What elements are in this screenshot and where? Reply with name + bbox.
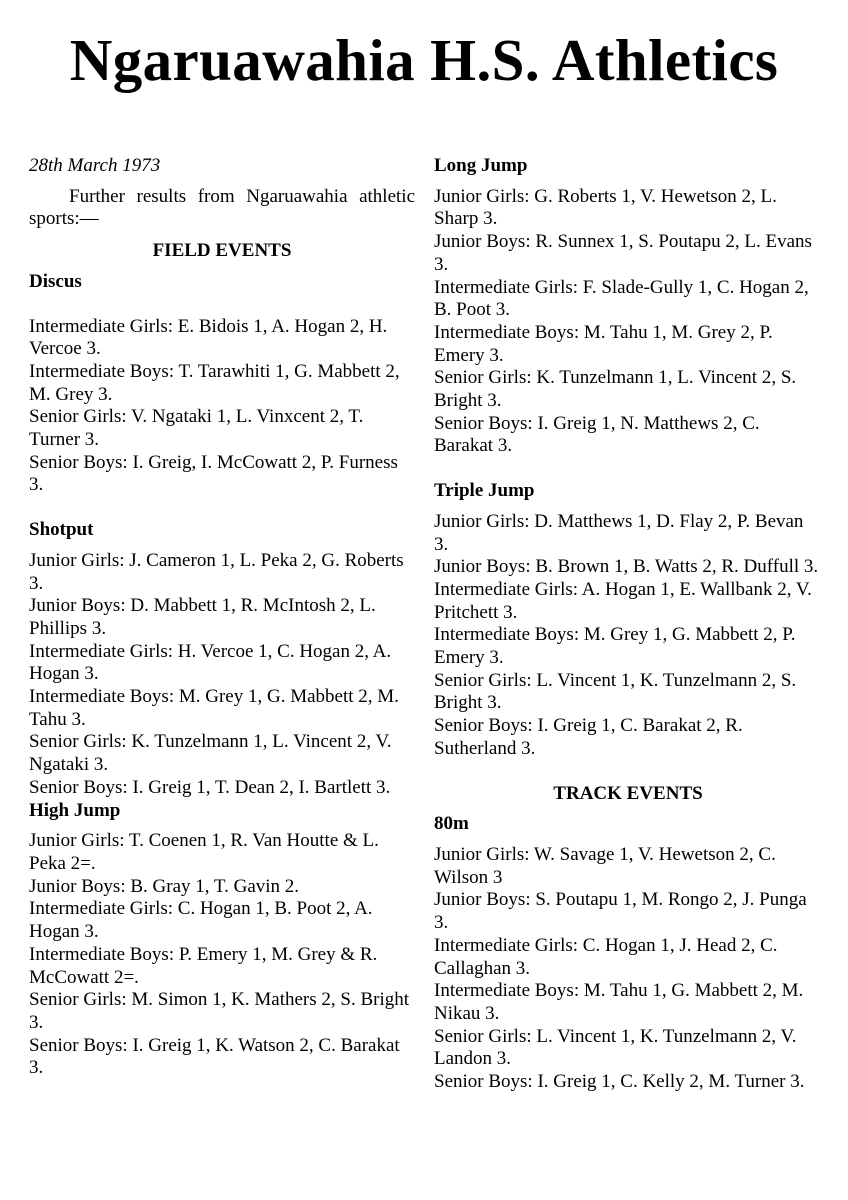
result-item: Intermediate Boys: M. Grey 1, G. Mabbett 2, M. Tahu 3.	[29, 686, 399, 730]
result-item: Junior Girls: G. Roberts 1, V. Hewetson 2, L. Sharp 3.	[434, 185, 777, 230]
result-item: Senior Boys: I. Greig, I. McCowatt 2, P. Furness 3.	[29, 451, 398, 496]
result-item: Senior Boys: I. Greig 1, C. Barakat 2, R. Sutherland 3.	[434, 715, 743, 759]
shotput-title: Shotput	[29, 519, 94, 541]
80m-title: 80m	[434, 813, 469, 835]
result-item: Junior Girls: T. Coenen 1, R. Van Houtte & L. Peka 2=.	[29, 830, 379, 874]
80m-results	[434, 844, 822, 1094]
result-item: Junior Boys: D. Mabbett 1, R. McIntosh 2, L. Phillips 3.	[29, 595, 376, 639]
track-events-heading: TRACK EVENTS	[553, 782, 703, 804]
result-item: Intermediate Girls: F. Slade-Gully 1, C. Hogan 2, B. Poot 3.	[434, 276, 809, 321]
result-item: Intermediate Boys: M. Tahu 1, M. Grey 2, P. Emery 3.	[434, 321, 773, 366]
discus-section	[29, 271, 415, 497]
shotput-results	[29, 550, 415, 800]
article-intro: Further results from Ngaruawahia athletic sports:—	[29, 185, 415, 230]
high-jump-section	[29, 800, 415, 1080]
result-item: Senior Girls: L. Vincent 1, K. Tunzelmann 2, S. Bright 3.	[434, 669, 797, 714]
result-item: Intermediate Girls: E. Bidois 1, A. Hogan 2, H. Vercoe 3.	[29, 315, 388, 360]
result-item: Junior Boys: S. Poutapu 1, M. Rongo 2, J. Punga 3.	[434, 889, 807, 934]
result-item: Intermediate Boys: P. Emery 1, M. Grey & R. McCowatt 2=.	[29, 943, 378, 988]
high-jump-title: High Jump	[29, 799, 121, 821]
result-item: Junior Girls: J. Cameron 1, L. Peka 2, G. Roberts 3.	[29, 549, 404, 594]
discus-results	[29, 316, 415, 498]
result-item: Intermediate Girls: C. Hogan 1, B. Poot 2, A. Hogan 3.	[29, 898, 373, 943]
page-title: Ngaruawahia H.S. Athletics	[69, 27, 779, 93]
high-jump-results	[29, 830, 415, 1080]
long-jump-title: Long Jump	[434, 155, 528, 176]
long-jump-results	[434, 186, 822, 458]
result-item: Intermediate Boys: M. Tahu 1, G. Mabbett 2, M. Nikau 3.	[434, 980, 804, 1024]
shotput-section	[29, 519, 415, 799]
long-jump-section	[434, 155, 822, 458]
result-item: Senior Boys: I. Greig 1, C. Kelly 2, M. Turner 3.	[434, 1071, 805, 1093]
right-column	[434, 155, 822, 1094]
result-item: Senior Girls: M. Simon 1, K. Mathers 2, S. Bright 3.	[29, 989, 410, 1033]
result-item: Senior Boys: I. Greig 1, K. Watson 2, C. Barakat 3.	[29, 1034, 400, 1079]
triple-jump-title: Triple Jump	[434, 480, 535, 502]
result-item: Junior Boys: B. Gray 1, T. Gavin 2.	[29, 875, 300, 897]
triple-jump-section	[434, 480, 822, 760]
field-events-heading: FIELD EVENTS	[152, 240, 292, 262]
result-item: Senior Boys: I. Greig 1, N. Matthews 2, C. Barakat 3.	[434, 412, 760, 457]
result-item: Intermediate Boys: T. Tarawhiti 1, G. Mabbett 2, M. Grey 3.	[29, 360, 400, 405]
result-item: Senior Girls: K. Tunzelmann 1, L. Vincent 2, S. Bright 3.	[434, 367, 797, 412]
article-date: 28th March 1973	[29, 155, 161, 176]
result-item: Junior Boys: R. Sunnex 1, S. Poutapu 2, L. Evans 3.	[434, 231, 812, 275]
result-item: Junior Boys: B. Brown 1, B. Watts 2, R. Duffull 3.	[434, 556, 819, 578]
discus-title: Discus	[29, 270, 82, 292]
result-item: Senior Boys: I. Greig 1, T. Dean 2, I. Bartlett 3.	[29, 776, 391, 798]
result-item: Intermediate Boys: M. Grey 1, G. Mabbett 2, P. Emery 3.	[434, 624, 796, 669]
result-item: Senior Girls: V. Ngataki 1, L. Vinxcent 2, T. Turner 3.	[29, 406, 364, 451]
result-item: Senior Girls: L. Vincent 1, K. Tunzelmann 2, V. Landon 3.	[434, 1025, 797, 1070]
left-column	[29, 155, 415, 1080]
result-item: Junior Girls: D. Matthews 1, D. Flay 2, P. Bevan 3.	[434, 510, 804, 555]
result-item: Intermediate Girls: C. Hogan 1, J. Head 2, C. Callaghan 3.	[434, 934, 778, 979]
80m-section	[434, 813, 822, 1093]
result-item: Intermediate Girls: H. Vercoe 1, C. Hogan 2, A. Hogan 3.	[29, 640, 392, 685]
result-item: Junior Girls: W. Savage 1, V. Hewetson 2, C. Wilson 3	[434, 843, 776, 888]
result-item: Intermediate Girls: A. Hogan 1, E. Wallbank 2, V. Pritchett 3.	[434, 578, 812, 623]
result-item: Senior Girls: K. Tunzelmann 1, L. Vincent 2, V. Ngataki 3.	[29, 731, 392, 776]
triple-jump-results	[434, 511, 822, 761]
